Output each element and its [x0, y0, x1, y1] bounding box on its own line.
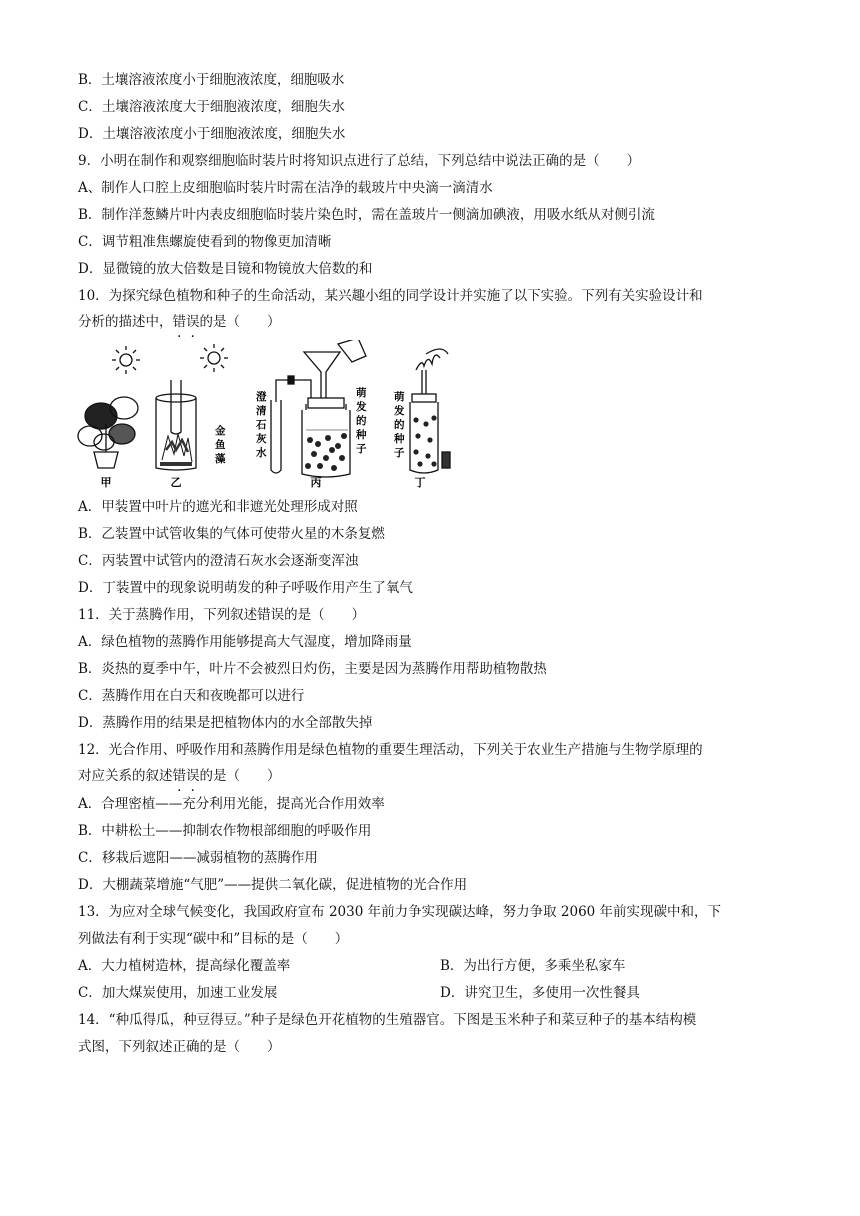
label-mengfa-ding: 萌发的种子 [394, 391, 405, 459]
q9-option-d: D．显微镜的放大倍数是目镜和物镜放大倍数的和 [78, 261, 373, 277]
q10-option-b: B．乙装置中试管收集的气体可使带火星的木条复燃 [78, 526, 385, 542]
setup-jia-plant [78, 346, 140, 468]
sun-icon-jia [112, 346, 140, 374]
label-jia: 甲 [100, 476, 112, 489]
q11-option-c: C．蒸腾作用在白天和夜晚都可以进行 [78, 688, 305, 704]
q13-stem-line1: 13．为应对全球气候变化，我国政府宣布 2030 年前力争实现碳达峰，努力争取 2060 年前实现碳中和，下 [78, 904, 722, 920]
q12-emphasis [173, 768, 200, 784]
q11-stem: 11．关于蒸腾作用，下列叙述错误的是（ ） [78, 607, 366, 623]
q11-option-d: D．蒸腾作用的结果是把植物体内的水全部散失掉 [78, 715, 373, 731]
q12-option-b: B．中耕松土——抑制农作物根部细胞的呼吸作用 [78, 823, 372, 839]
q13-option-d: D．讲究卫生，多使用一次性餐具 [440, 985, 640, 1001]
q8-option-d: D．土壤溶液浓度小于细胞液浓度，细胞失水 [78, 126, 346, 142]
q12-stem-post: 的是（ ） [199, 768, 281, 784]
label-mengfa-bing: 萌发的种子 [356, 387, 367, 455]
experiment-figure [76, 340, 456, 490]
setup-bing-apparatus [271, 340, 366, 477]
q9-stem: 9．小明在制作和观察细胞临时装片时将知识点进行了总结，下列总结中说法正确的是（ ） [78, 153, 641, 169]
q13-option-c: C．加大煤炭使用，加速工业发展 [78, 985, 278, 1001]
q12-option-d: D．大棚蔬菜增施“气肥”——提供二氧化碳，促进植物的光合作用 [78, 877, 468, 893]
q12-option-a: A．合理密植——充分利用光能，提高光合作用效率 [78, 796, 385, 812]
setup-yi-beaker [156, 344, 228, 470]
sun-icon-yi [200, 344, 228, 372]
q10-stem-post: 的是（ ） [199, 314, 281, 330]
q12-emphasis-text: 错误 [172, 768, 200, 784]
q8-option-c: C．土壤溶液浓度大于细胞液浓度，细胞失水 [78, 99, 345, 115]
q10-emphasis [173, 314, 200, 330]
q14-stem-line2: 式图，下列叙述正确的是（ ） [78, 1039, 281, 1055]
label-bing: 丙 [310, 476, 322, 489]
q9-option-c: C．调节粗准焦螺旋使看到的物像更加清晰 [78, 234, 332, 250]
setup-ding-jar [410, 349, 450, 473]
q13-option-a: A．大力植树造林，提高绿化覆盖率 [78, 958, 291, 974]
q11-option-b: B．炎热的夏季中午，叶片不会被烈日灼伤，主要是因为蒸腾作用帮助植物散热 [78, 661, 547, 677]
q13-stem-line2: 列做法有利于实现“碳中和”目标的是（ ） [78, 931, 349, 947]
label-yi: 乙 [170, 476, 182, 489]
q10-option-d: D．丁装置中的现象说明萌发的种子呼吸作用产生了氧气 [78, 580, 413, 596]
q9-option-a: A、制作人口腔上皮细胞临时装片时需在洁净的载玻片中央滴一滴清水 [78, 180, 493, 196]
label-jinyuzao: 金鱼藻 [215, 425, 226, 465]
q12-stem-line1: 12．光合作用、呼吸作用和蒸腾作用是绿色植物的重要生理活动，下列关于农业生产措施与生物学原理的 [78, 742, 703, 758]
q12-option-c: C．移栽后遮阳——减弱植物的蒸腾作用 [78, 850, 318, 866]
q10-option-a: A．甲装置中叶片的遮光和非遮光处理形成对照 [78, 499, 358, 515]
q14-stem-line1: 14．“种瓜得瓜，种豆得豆。”种子是绿色开花植物的生殖器官。下图是玉米种子和菜豆种子的基本结构模 [78, 1012, 697, 1028]
q12-stem-pre: 对应关系的叙述 [78, 768, 173, 784]
label-chengqing: 澄清石灰水 [256, 391, 267, 459]
experiment-svg [76, 340, 456, 490]
q10-option-c: C．丙装置中试管内的澄清石灰水会逐渐变浑浊 [78, 553, 359, 569]
label-ding: 丁 [414, 476, 426, 489]
q10-stem-line1: 10．为探究绿色植物和种子的生命活动，某兴趣小组的同学设计并实施了以下实验。下列有关实验设计和 [78, 288, 703, 304]
q11-option-a: A．绿色植物的蒸腾作用能够提高大气湿度，增加降雨量 [78, 634, 412, 650]
q12-stem-line2 [78, 766, 281, 786]
q10-stem-line2 [78, 312, 281, 332]
q9-option-b: B．制作洋葱鳞片叶内表皮细胞临时装片染色时，需在盖玻片一侧滴加碘液，用吸水纸从对侧引流 [78, 207, 655, 223]
q10-emphasis-text: 错误 [172, 314, 200, 330]
q8-option-b: B．土壤溶液浓度小于细胞液浓度，细胞吸水 [78, 72, 345, 88]
q13-option-b: B．为出行方便，多乘坐私家车 [440, 958, 626, 974]
q10-stem-pre: 分析的描述中， [78, 314, 173, 330]
